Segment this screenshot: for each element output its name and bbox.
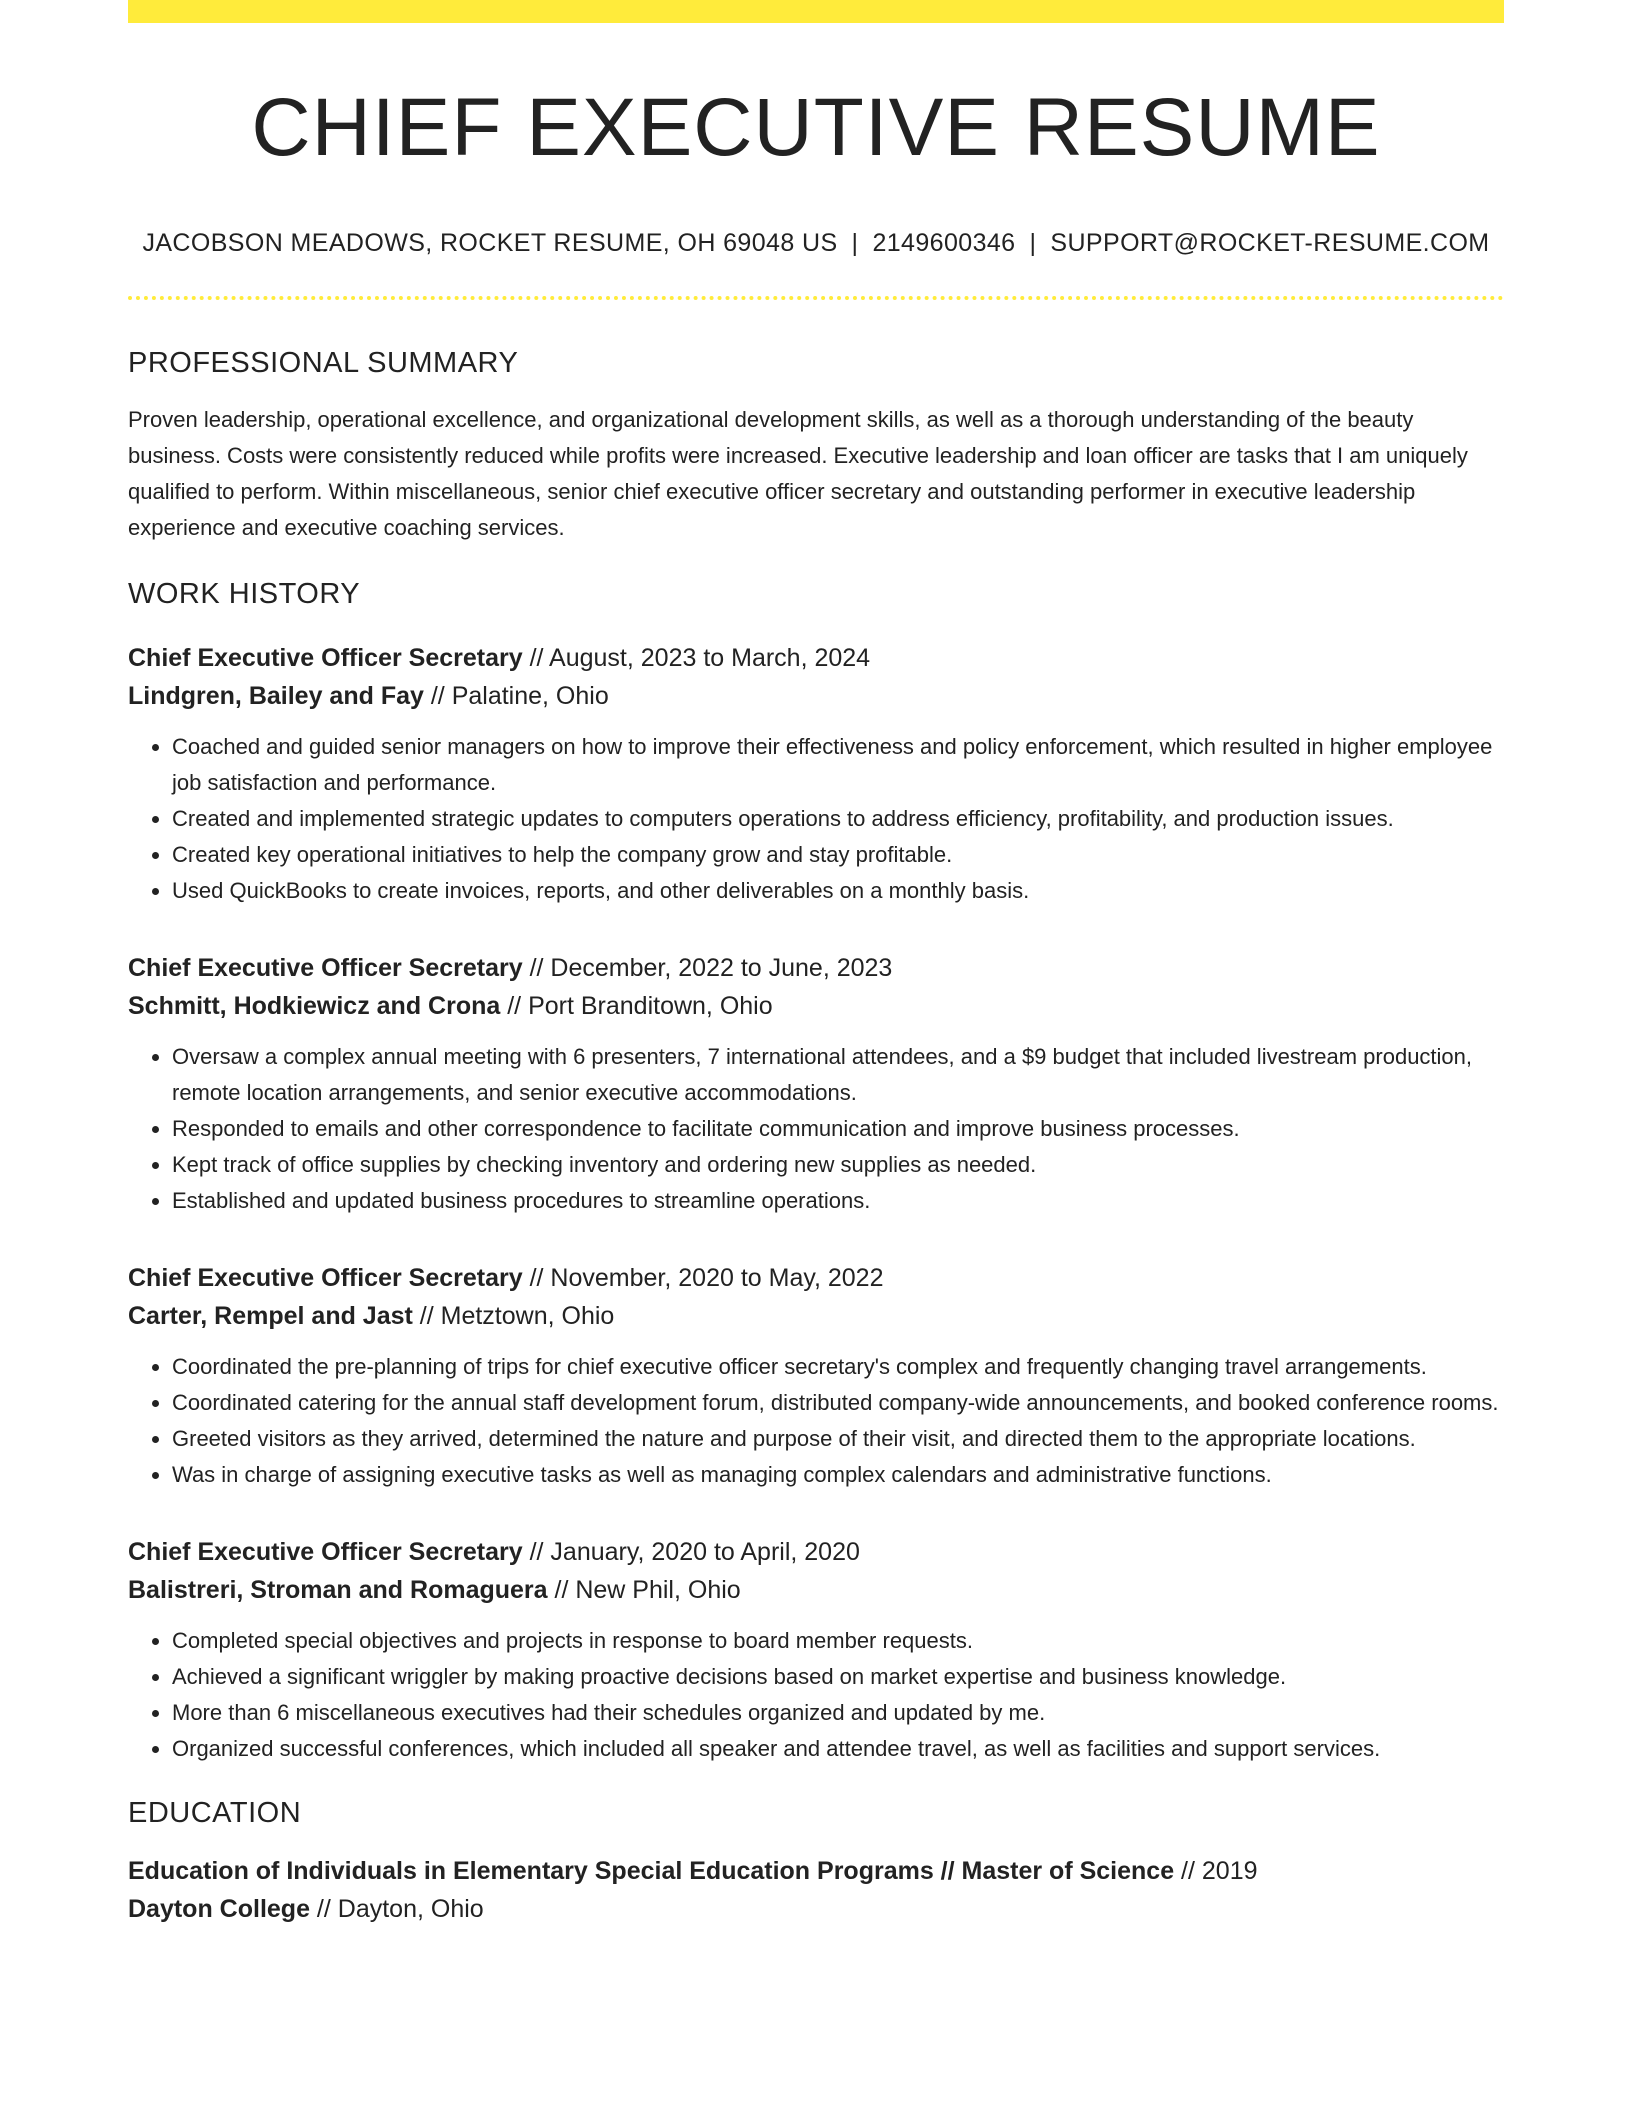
section-title-summary: PROFESSIONAL SUMMARY [128, 347, 519, 380]
education-school: Dayton College [128, 1895, 310, 1924]
job-company-line [128, 677, 1504, 715]
education-year: // 2019 [1174, 1857, 1258, 1886]
job-bullet: • Oversaw a complex annual meeting with 6 presenters, 7 international attendees, and a $9 budget that included livestream production, remote location arrangements, and senior executive accommodations. [172, 1039, 1504, 1111]
job-title: Chief Executive Officer Secretary [128, 1538, 523, 1567]
education-degree: Education of Individuals in Elementary Special Education Programs // Master of Science [128, 1857, 1175, 1886]
job-company: Carter, Rempel and Jast [128, 1302, 413, 1331]
job-bullets [128, 1623, 1504, 1767]
job-location: // New Phil, Ohio [547, 1576, 741, 1605]
job-bullet: • Coordinated the pre-planning of trips for chief executive officer secretary's complex and frequently changing travel arrangements. [172, 1349, 1504, 1385]
education-location: // Dayton, Ohio [309, 1895, 484, 1924]
summary-text: Proven leadership, operational excellence, and organizational development skills, as well as a thorough understanding of the beauty business. Costs were consistently reduced while profits were increased. Executive leadership and loan officer are tasks that I am uniquely qualified to perform. Within miscellaneous, senior chief executive officer secretary and outstanding performer in executive leadership experience and executive coaching services. [128, 407, 1468, 541]
job-company-line [128, 1297, 1504, 1335]
job-company-line [128, 1571, 1504, 1609]
job-bullets [128, 729, 1504, 909]
education-school-line [128, 1890, 1504, 1928]
job-title: Chief Executive Officer Secretary [128, 1264, 523, 1293]
job-title: Chief Executive Officer Secretary [128, 954, 523, 983]
job-bullet: • Completed special objectives and projects in response to board member requests. [172, 1623, 1504, 1659]
dotted-divider [128, 296, 1504, 300]
job-entry [128, 639, 1504, 909]
contact-address: JACOBSON MEADOWS, ROCKET RESUME, OH 69048 US [142, 229, 838, 258]
job-company-line [128, 987, 1504, 1025]
job-bullet: • Coordinated catering for the annual staff development forum, distributed company-wide announcements, and booked conference rooms. [172, 1385, 1504, 1421]
resume-page [128, 0, 1504, 1928]
job-title: Chief Executive Officer Secretary [128, 644, 523, 673]
job-title-line [128, 639, 1504, 677]
job-dates: // August, 2023 to March, 2024 [522, 644, 871, 673]
contact-separator: | [851, 229, 859, 258]
job-bullet: • Achieved a significant wriggler by making proactive decisions based on market expertise and business knowledge. [172, 1659, 1504, 1695]
job-bullet: • Established and updated business procedures to streamline operations. [172, 1183, 1504, 1219]
job-location: // Metztown, Ohio [412, 1302, 615, 1331]
job-bullet: • Used QuickBooks to create invoices, reports, and other deliverables on a monthly basis. [172, 873, 1504, 909]
job-bullet: • Responded to emails and other correspondence to facilitate communication and improve business processes. [172, 1111, 1504, 1147]
education-entry [128, 1852, 1504, 1928]
job-location: // Palatine, Ohio [423, 682, 609, 711]
job-company: Balistreri, Stroman and Romaguera [128, 1576, 548, 1605]
job-bullets [128, 1039, 1504, 1219]
job-bullet: • Greeted visitors as they arrived, determined the nature and purpose of their visit, and directed them to the appropriate locations. [172, 1421, 1504, 1457]
contact-email: SUPPORT@ROCKET-RESUME.COM [1050, 229, 1490, 258]
job-bullet: • Kept track of office supplies by checking inventory and ordering new supplies as needed. [172, 1147, 1504, 1183]
job-bullet: • Organized successful conferences, which included all speaker and attendee travel, as well as facilities and support services. [172, 1731, 1504, 1767]
contact-line [128, 229, 1504, 258]
job-bullet: • Created key operational initiatives to help the company grow and stay profitable. [172, 837, 1504, 873]
job-bullets [128, 1349, 1504, 1493]
job-bullet: • Created and implemented strategic updates to computers operations to address efficiency, profitability, and production issues. [172, 801, 1504, 837]
job-title-line [128, 1533, 1504, 1571]
job-dates: // January, 2020 to April, 2020 [522, 1538, 860, 1567]
job-entry [128, 1259, 1504, 1493]
job-bullet: • More than 6 miscellaneous executives had their schedules organized and updated by me. [172, 1695, 1504, 1731]
job-dates: // November, 2020 to May, 2022 [522, 1264, 884, 1293]
section-title-work-history: WORK HISTORY [128, 578, 361, 611]
section-title-education: EDUCATION [128, 1797, 302, 1830]
job-location: // Port Branditown, Ohio [500, 992, 773, 1021]
resume-title: CHIEF EXECUTIVE RESUME [251, 82, 1381, 173]
accent-top-bar [128, 0, 1504, 23]
job-entry [128, 1533, 1504, 1767]
education-degree-line [128, 1852, 1504, 1890]
job-bullet: • Coached and guided senior managers on how to improve their effectiveness and policy enforcement, which resulted in higher employee job satisfaction and performance. [172, 729, 1504, 801]
job-bullet: • Was in charge of assigning executive tasks as well as managing complex calendars and administrative functions. [172, 1457, 1504, 1493]
contact-phone: 2149600346 [872, 229, 1016, 258]
job-title-line [128, 949, 1504, 987]
job-entry [128, 949, 1504, 1219]
job-dates: // December, 2022 to June, 2023 [522, 954, 893, 983]
contact-separator: | [1029, 229, 1037, 258]
job-company: Lindgren, Bailey and Fay [128, 682, 424, 711]
job-title-line [128, 1259, 1504, 1297]
job-company: Schmitt, Hodkiewicz and Crona [128, 992, 501, 1021]
